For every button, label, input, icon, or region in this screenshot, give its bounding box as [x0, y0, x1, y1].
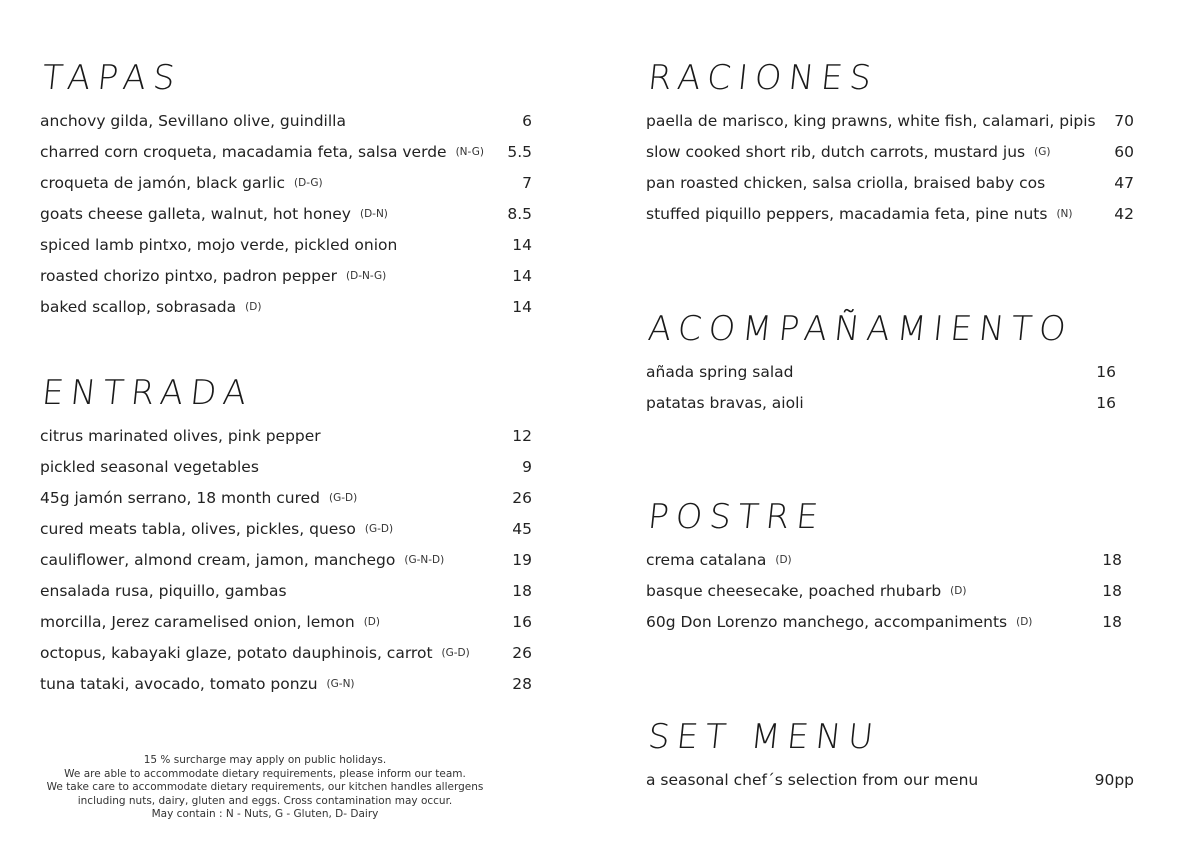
allergen-tag: (G-D) — [441, 647, 470, 659]
item-name: patatas bravas, aioli — [646, 394, 804, 412]
menu-item — [40, 106, 532, 137]
menu-item — [40, 638, 532, 669]
item-name: ensalada rusa, piquillo, gambas — [40, 582, 287, 600]
menu-item — [40, 261, 532, 292]
allergen-tag: (N-G) — [455, 146, 484, 158]
item-name: 60g Don Lorenzo manchego, accompaniments — [646, 613, 1008, 631]
allergen-tag: (D) — [245, 301, 262, 313]
set-menu-list — [646, 765, 1134, 796]
item-price: 9 — [522, 458, 532, 476]
menu-item — [646, 137, 1134, 168]
item-name: slow cooked short rib, dutch carrots, mustard jus — [646, 143, 1026, 161]
item-price: 8.5 — [507, 205, 532, 223]
postre-heading: POSTRE — [646, 497, 827, 537]
tapas-heading: TAPAS — [40, 58, 184, 98]
item-price: 12 — [512, 427, 532, 445]
entrada-list — [40, 421, 532, 700]
item-price: 26 — [512, 489, 532, 507]
allergen-tag: (G-D) — [329, 492, 358, 504]
note-line: May contain : N - Nuts, G - Gluten, D- Dairy — [151, 808, 379, 821]
item-name: croqueta de jamón, black garlic — [40, 174, 286, 192]
item-name: stuffed piquillo peppers, macadamia feta, pine nuts — [646, 205, 1048, 223]
item-price: 18 — [1102, 582, 1122, 600]
allergen-tag: (D) — [363, 616, 380, 628]
set-menu-section — [646, 717, 1134, 796]
allergen-tag: (G) — [1034, 146, 1051, 158]
allergen-tag: (N) — [1056, 208, 1073, 220]
note-line: including nuts, dairy, gluten and eggs. Cross contamination may occur. — [77, 794, 453, 807]
allergen-tag: (D) — [1016, 616, 1033, 628]
item-name: tuna tataki, avocado, tomato ponzu — [40, 675, 318, 693]
item-price: 28 — [512, 675, 532, 693]
allergen-tag: (D-N) — [359, 208, 388, 220]
item-name: anchovy gilda, Sevillano olive, guindilla — [40, 112, 346, 130]
menu-item — [40, 168, 532, 199]
item-name: paella de marisco, king prawns, white fish, calamari, pipis — [646, 112, 1096, 130]
allergen-tag: (D-G) — [294, 177, 323, 189]
note-line: We are able to accommodate dietary requirements, please inform our team. — [64, 767, 466, 780]
item-name: charred corn croqueta, macadamia feta, salsa verde — [40, 143, 447, 161]
item-price: 5.5 — [507, 143, 532, 161]
item-name: pickled seasonal vegetables — [40, 458, 259, 476]
entrada-heading: ENTRADA — [40, 373, 256, 413]
menu-item — [40, 421, 532, 452]
item-name: a seasonal chef´s selection from our menu — [646, 771, 979, 789]
menu-item — [646, 607, 1134, 638]
item-name: basque cheesecake, poached rhubarb — [646, 582, 942, 600]
item-name: octopus, kabayaki glaze, potato dauphinois, carrot — [40, 644, 433, 662]
tapas-list — [40, 106, 532, 323]
allergen-tag: (G-N-D) — [404, 554, 445, 566]
item-name: pan roasted chicken, salsa criolla, braised baby cos — [646, 174, 1046, 192]
acompanamiento-section — [646, 309, 1134, 419]
item-name: goats cheese galleta, walnut, hot honey — [40, 205, 351, 223]
item-price: 7 — [522, 174, 532, 192]
item-price: 16 — [1096, 394, 1116, 412]
item-price: 18 — [512, 582, 532, 600]
menu-item — [40, 545, 532, 576]
raciones-heading: RACIONES — [646, 58, 881, 98]
item-name: citrus marinated olives, pink pepper — [40, 427, 321, 445]
note-line: We take care to accommodate dietary requirements, our kitchen handles allergens — [46, 781, 484, 794]
item-name: spiced lamb pintxo, mojo verde, pickled onion — [40, 236, 398, 254]
item-price: 18 — [1102, 613, 1122, 631]
postre-section — [646, 497, 1134, 638]
menu-item — [40, 576, 532, 607]
postre-list — [646, 545, 1134, 638]
menu-item — [646, 199, 1134, 230]
allergen-tag: (D) — [950, 585, 967, 597]
menu-item — [40, 292, 532, 323]
item-price: 18 — [1102, 551, 1122, 569]
menu-item — [646, 388, 1134, 419]
item-name: morcilla, Jerez caramelised onion, lemon — [40, 613, 355, 631]
acompanamiento-heading: ACOMPAÑAMIENTO — [646, 309, 1075, 349]
allergen-tag: (G-N) — [326, 678, 355, 690]
item-price: 47 — [1114, 174, 1134, 192]
item-price: 14 — [512, 298, 532, 316]
menu-item — [646, 357, 1134, 388]
menu-item — [40, 199, 532, 230]
item-name: añada spring salad — [646, 363, 794, 381]
set-menu-heading: SET MENU — [646, 717, 882, 757]
entrada-section — [40, 373, 532, 700]
raciones-list — [646, 106, 1134, 230]
menu-item — [40, 452, 532, 483]
menu-item — [40, 669, 532, 700]
menu-item — [40, 483, 532, 514]
allergen-notes — [40, 754, 490, 822]
item-price: 6 — [522, 112, 532, 130]
menu-item — [40, 607, 532, 638]
menu-item — [646, 168, 1134, 199]
menu-item — [646, 765, 1134, 796]
item-price: 16 — [512, 613, 532, 631]
menu-item — [646, 545, 1134, 576]
item-name: crema catalana — [646, 551, 767, 569]
item-name: roasted chorizo pintxo, padron pepper — [40, 267, 338, 285]
item-price: 14 — [512, 267, 532, 285]
item-price: 16 — [1096, 363, 1116, 381]
item-price: 26 — [512, 644, 532, 662]
item-price: 45 — [512, 520, 532, 538]
acompanamiento-list — [646, 357, 1134, 419]
item-price: 19 — [512, 551, 532, 569]
menu-item — [40, 137, 532, 168]
item-price: 70 — [1114, 112, 1134, 130]
item-name: cured meats tabla, olives, pickles, queso — [40, 520, 356, 538]
item-price: 60 — [1114, 143, 1134, 161]
item-price: 14 — [512, 236, 532, 254]
menu-item — [646, 576, 1134, 607]
item-price: 42 — [1114, 205, 1134, 223]
menu-item — [40, 514, 532, 545]
menu-item — [40, 230, 532, 261]
tapas-section — [40, 58, 532, 323]
item-name: baked scallop, sobrasada — [40, 298, 237, 316]
allergen-tag: (G-D) — [364, 523, 394, 535]
allergen-tag: (D) — [775, 554, 792, 566]
allergen-tag: (D-N-G) — [346, 270, 387, 282]
raciones-section — [646, 58, 1134, 230]
item-name: cauliflower, almond cream, jamon, manchego — [40, 551, 396, 569]
menu-item — [646, 106, 1134, 137]
item-price: 90pp — [1094, 771, 1134, 789]
note-line: 15 % surcharge may apply on public holidays. — [143, 754, 387, 766]
item-name: 45g jamón serrano, 18 month cured — [40, 489, 321, 507]
